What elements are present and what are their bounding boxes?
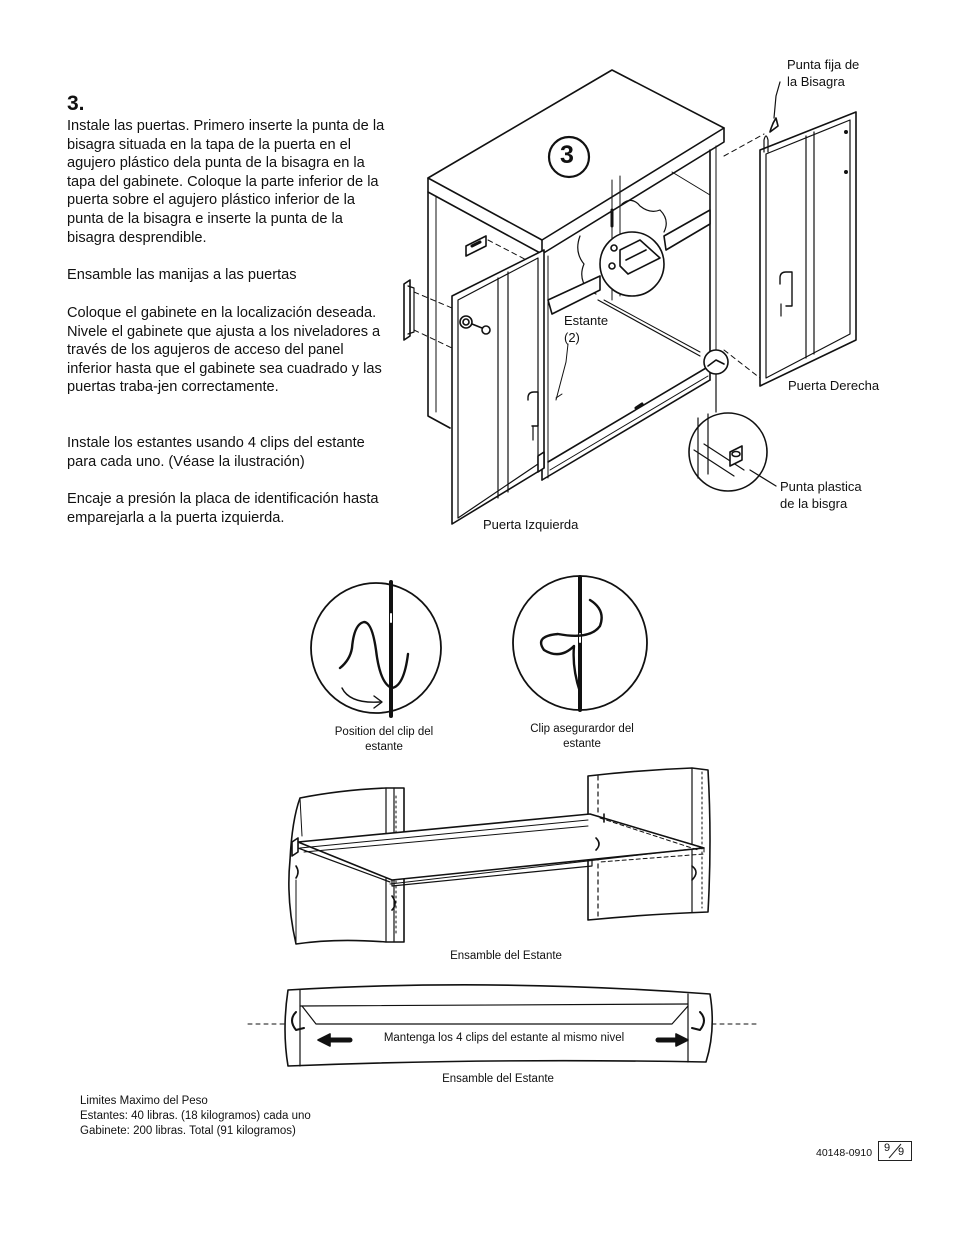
instruction-shelves: Instale los estantes usando 4 clips del estante para cada uno. (Véase la ilustración) — [67, 435, 365, 470]
right-door-illustration — [724, 82, 856, 386]
weight-limits-shelves: Estantes: 40 libras. (18 kilogramos) cada uno — [80, 1110, 311, 1122]
weight-limits-title: Limites Maximo del Peso — [80, 1095, 208, 1107]
caption-clip-secure: Clip asegurardor del estante — [530, 723, 634, 750]
clip-position-detail — [311, 582, 441, 716]
step-number: 3. — [67, 92, 85, 115]
instruction-leveling: Coloque el gabinete en la localización deseada. Nivele el gabinete que ajusta a los niveladores a través de los agujeros de acceso del panel inferior hasta que el gabinete sea cuadrado y las puertas traba-jen correctamente. — [67, 305, 382, 396]
page-slash — [879, 1142, 911, 1160]
clip-secure-detail — [513, 576, 647, 710]
caption-clip-position: Position del clip del estante — [334, 726, 434, 753]
weight-limits-cabinet: Gabinete: 200 libras. Total (91 kilogramos) — [80, 1125, 296, 1137]
label-hinge-pin-fixed: Punta fija de la Bisagra — [787, 57, 860, 89]
weight-limits — [80, 1094, 311, 1139]
instruction-doors: Instale las puertas. Primero inserte la punta de la bisagra situada en la tapa de la puerta en el agujero plástico dela punta de la bisagra en la tapa del gabinete. Coloque la parte inferior de la puerta sobre el agujero plástico inferior de la punta de la bisagra e inserte la punta de la bisagra desprendible. — [67, 118, 385, 246]
left-door-illustration — [404, 250, 544, 524]
doc-code: 40148-0910 — [816, 1147, 873, 1159]
step-circle-number: 3 — [560, 141, 574, 169]
page-number-box — [878, 1141, 912, 1161]
label-left-door: Puerta Izquierda — [483, 517, 579, 532]
page-number: 9 — [884, 1142, 891, 1154]
note-keep-clips-level: Mantenga los 4 clips del estante al mismo nivel — [383, 1032, 625, 1044]
label-shelf: Estante (2) — [564, 313, 609, 345]
shelf-top-view-illustration — [248, 985, 756, 1066]
caption-shelf-assembly-2: Ensamble del Estante — [442, 1073, 554, 1085]
instruction-nameplate: Encaje a presión la placa de identificación hasta emparejarla a la puerta izquierda. — [67, 491, 379, 526]
caption-shelf-assembly-1: Ensamble del Estante — [450, 950, 562, 962]
label-right-door: Puerta Derecha — [788, 378, 880, 393]
page-total: 9 — [898, 1146, 905, 1158]
instruction-handles: Ensamble las manijas a las puertas — [67, 267, 297, 283]
shelf-assembly-illustration — [289, 768, 710, 944]
label-plastic-hinge-pin: Punta plastica de la bisgra — [780, 479, 862, 511]
